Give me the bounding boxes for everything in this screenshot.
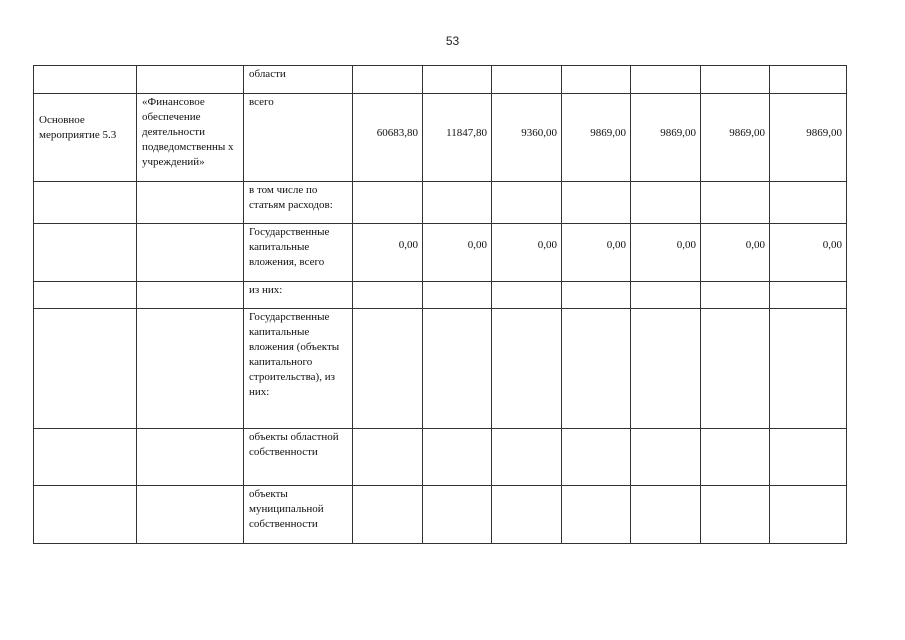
budget-table <box>33 65 847 544</box>
value-cell <box>770 309 847 429</box>
value-cell <box>770 486 847 544</box>
value-cell <box>701 486 770 544</box>
name-cell <box>137 486 244 544</box>
value-cell <box>631 309 701 429</box>
name-cell <box>137 182 244 224</box>
value-cell <box>701 282 770 309</box>
activity-cell <box>34 282 137 309</box>
value-cell <box>631 429 701 486</box>
value-cell <box>423 182 492 224</box>
value-cell: 0,00 <box>353 224 423 282</box>
value-cell <box>701 309 770 429</box>
value-cell <box>423 486 492 544</box>
page-number: 53 <box>445 34 460 48</box>
value-cell: 60683,80 <box>353 94 423 182</box>
value-cell <box>492 486 562 544</box>
value-cell: 0,00 <box>423 224 492 282</box>
value-cell <box>770 66 847 94</box>
value-cell <box>353 309 423 429</box>
value-cell <box>423 309 492 429</box>
value-cell <box>423 66 492 94</box>
table-row <box>34 486 847 544</box>
value-cell <box>353 282 423 309</box>
value-cell <box>423 282 492 309</box>
value-cell <box>492 182 562 224</box>
value-cell: 9869,00 <box>631 94 701 182</box>
name-cell <box>137 309 244 429</box>
value-cell: 9869,00 <box>701 94 770 182</box>
source-cell: из них: <box>244 282 353 309</box>
value-cell: 0,00 <box>770 224 847 282</box>
table-row <box>34 66 847 94</box>
value-cell <box>631 66 701 94</box>
value-cell <box>492 309 562 429</box>
source-cell: объекты муниципальной собственности <box>244 486 353 544</box>
value-cell <box>770 182 847 224</box>
name-cell <box>137 224 244 282</box>
value-cell <box>631 486 701 544</box>
table-body <box>34 66 847 544</box>
table-row <box>34 182 847 224</box>
value-cell: 9869,00 <box>770 94 847 182</box>
source-cell: Государственные капитальные вложения (объекты капитального строительства), из них: <box>244 309 353 429</box>
source-cell: Государственные капитальные вложения, всего <box>244 224 353 282</box>
source-cell: в том числе по статьям расходов: <box>244 182 353 224</box>
activity-cell <box>34 182 137 224</box>
value-cell <box>492 429 562 486</box>
table-row <box>34 309 847 429</box>
value-cell <box>631 282 701 309</box>
activity-cell <box>34 224 137 282</box>
value-cell <box>492 66 562 94</box>
value-cell: 9360,00 <box>492 94 562 182</box>
value-cell <box>423 429 492 486</box>
value-cell: 0,00 <box>562 224 631 282</box>
source-cell: всего <box>244 94 353 182</box>
name-cell <box>137 429 244 486</box>
value-cell <box>353 429 423 486</box>
name-cell <box>137 282 244 309</box>
table-row <box>34 224 847 282</box>
value-cell: 0,00 <box>492 224 562 282</box>
value-cell <box>631 182 701 224</box>
activity-cell <box>34 309 137 429</box>
value-cell <box>701 182 770 224</box>
name-cell: «Финансовое обеспечение деятельности подведомственны х учреждений» <box>137 94 244 182</box>
value-cell <box>562 309 631 429</box>
value-cell <box>562 182 631 224</box>
source-cell: области <box>244 66 353 94</box>
activity-cell <box>34 429 137 486</box>
value-cell <box>562 429 631 486</box>
value-cell <box>492 282 562 309</box>
value-cell: 0,00 <box>631 224 701 282</box>
value-cell: 0,00 <box>701 224 770 282</box>
source-cell: объекты областной собственности <box>244 429 353 486</box>
table-row <box>34 94 847 182</box>
value-cell <box>353 182 423 224</box>
activity-cell <box>34 486 137 544</box>
value-cell: 9869,00 <box>562 94 631 182</box>
value-cell <box>562 486 631 544</box>
value-cell <box>562 66 631 94</box>
value-cell <box>770 429 847 486</box>
value-cell <box>701 429 770 486</box>
activity-cell: Основное мероприятие 5.3 <box>34 94 137 182</box>
value-cell <box>562 282 631 309</box>
table-row <box>34 282 847 309</box>
table-row <box>34 429 847 486</box>
value-cell: 11847,80 <box>423 94 492 182</box>
name-cell <box>137 66 244 94</box>
value-cell <box>701 66 770 94</box>
value-cell <box>353 66 423 94</box>
activity-cell <box>34 66 137 94</box>
value-cell <box>353 486 423 544</box>
value-cell <box>770 282 847 309</box>
